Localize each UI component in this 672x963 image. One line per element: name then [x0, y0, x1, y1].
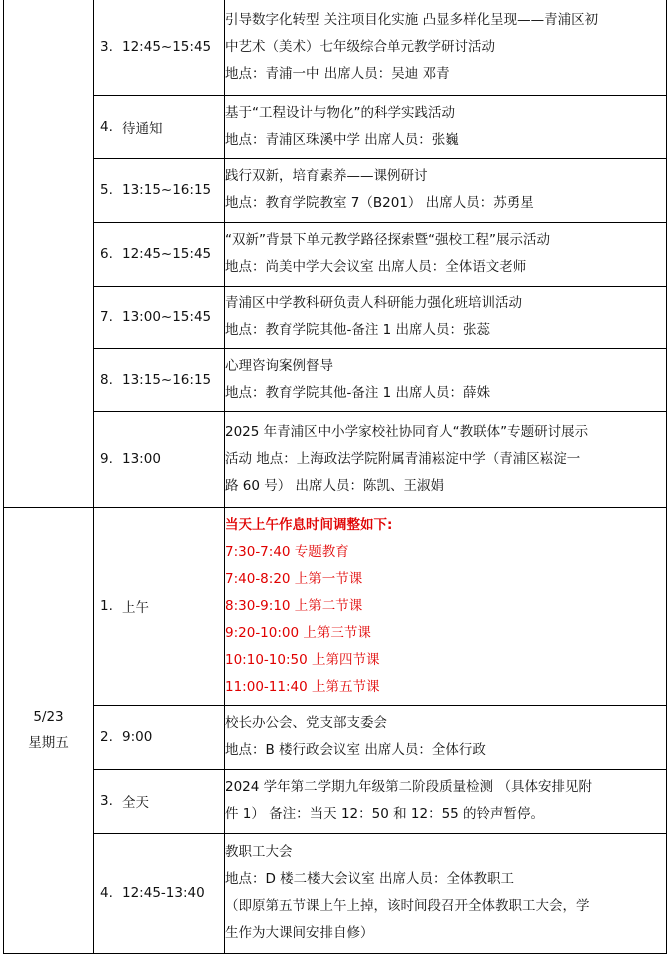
table-row	[4, 95, 667, 158]
description-line: 地点：尚美中学大会议室 出席人员：全体语文老师	[225, 259, 527, 275]
schedule-period: 7:30-7:40 专题教育	[225, 543, 349, 560]
item-time: 13:00	[122, 451, 161, 467]
description-line: 中艺术（美术）七年级综合单元教学研讨活动	[225, 38, 495, 55]
item-number: 1.	[100, 598, 113, 614]
item-time: 13:15~16:15	[122, 182, 212, 198]
description-line: “双新”背景下单元教学路径探索暨“强校工程”展示活动	[225, 232, 550, 248]
schedule-period: 8:30-9:10 上第二节课	[225, 597, 363, 614]
time-wrap	[94, 246, 224, 262]
time-cell	[94, 411, 225, 507]
schedule-period: 10:10-10:50 上第四节课	[225, 651, 380, 668]
date-cell-prev	[4, 0, 94, 507]
description-line: 青浦区中学教科研负责人科研能力强化班培训活动	[225, 295, 522, 311]
time-cell	[94, 158, 225, 222]
description-line: 地点：教育学院其他-备注 1 出席人员：薛姝	[225, 384, 491, 401]
item-description	[225, 0, 667, 95]
time-wrap	[94, 117, 224, 137]
item-time: 13:15~16:15	[122, 371, 212, 388]
time-cell	[94, 507, 225, 705]
time-wrap	[94, 885, 224, 901]
item-description	[225, 286, 667, 348]
item-number: 6.	[100, 246, 113, 262]
item-description	[225, 348, 667, 411]
item-description	[225, 769, 667, 833]
time-cell	[94, 348, 225, 411]
schedule-period: 9:20-10:00 上第三节课	[225, 624, 371, 641]
table-row	[4, 411, 667, 507]
time-cell	[94, 0, 225, 95]
description-line: 基于“工程设计与物化”的科学实践活动	[225, 104, 455, 121]
item-description	[225, 507, 667, 705]
item-description	[225, 222, 667, 286]
description-line: 心理咨询案例督导	[225, 357, 333, 374]
time-cell	[94, 769, 225, 833]
item-description	[225, 95, 667, 158]
time-wrap	[94, 596, 224, 616]
description-line: 地点：青浦一中 出席人员：吴迪 邓青	[225, 65, 450, 82]
description-line: 引导数字化转型 关注项目化实施 凸显多样化呈现——青浦区初	[225, 11, 599, 28]
table-row	[4, 0, 667, 95]
item-time: 待通知	[122, 120, 163, 137]
item-number: 8.	[100, 371, 113, 388]
time-cell	[94, 705, 225, 769]
time-cell	[94, 222, 225, 286]
description-line: 2025 年青浦区中小学家校社协同育人“教联体”专题研讨展示	[225, 423, 589, 440]
item-number: 4.	[100, 118, 113, 135]
table-row	[4, 507, 667, 705]
schedule-period: 7:40-8:20 上第一节课	[225, 570, 363, 587]
description-line: 路 60 号） 出席人员：陈凯、王淑娟	[225, 477, 445, 494]
schedule-body	[4, 0, 667, 953]
table-row	[4, 286, 667, 348]
schedule-heading: 当天上午作息时间调整如下:	[225, 516, 393, 533]
time-wrap	[94, 309, 224, 325]
weekday-text: 星期五	[28, 735, 69, 751]
description-line: 校长办公会、党支部支委会	[225, 715, 387, 731]
item-time: 12:45~15:45	[122, 246, 212, 262]
date-cell	[4, 507, 94, 953]
time-wrap	[94, 451, 224, 467]
item-number: 3.	[100, 793, 113, 809]
time-wrap	[94, 39, 224, 55]
description-line: 地点：教育学院其他-备注 1 出席人员：张蕊	[225, 322, 491, 338]
description-line: （即原第五节课上午上掉，该时间段召开全体教职工大会，学	[225, 898, 590, 914]
item-description	[225, 833, 667, 953]
description-line: 地点：D 楼二楼大会议室 出席人员：全体教职工	[225, 871, 514, 887]
description-line: 生作为大课间安排自修）	[225, 925, 374, 941]
time-cell	[94, 286, 225, 348]
description-line: 地点：青浦区珠溪中学 出席人员：张巍	[225, 131, 459, 148]
description-line: 活动 地点：上海政法学院附属青浦崧淀中学（青浦区崧淀一	[225, 450, 581, 467]
table-row	[4, 769, 667, 833]
item-description	[225, 158, 667, 222]
item-number: 5.	[100, 182, 113, 198]
date-text: 5/23	[33, 709, 64, 725]
table-row	[4, 222, 667, 286]
item-time: 全天	[122, 795, 149, 811]
description-line: 件 1） 备注：当天 12：50 和 12：55 的铃声暂停。	[225, 806, 545, 822]
time-wrap	[94, 791, 224, 811]
item-number: 2.	[100, 729, 113, 745]
description-line: 2024 学年第二学期九年级第二阶段质量检测 （具体安排见附	[225, 779, 592, 795]
time-wrap	[94, 729, 224, 745]
table-row	[4, 833, 667, 953]
item-number: 7.	[100, 309, 113, 325]
schedule-period: 11:00-11:40 上第五节课	[225, 678, 380, 695]
item-time: 12:45-13:40	[122, 885, 205, 901]
item-number: 9.	[100, 451, 113, 467]
item-time: 12:45~15:45	[122, 39, 212, 56]
item-description	[225, 705, 667, 769]
description-line: 地点：B 楼行政会议室 出席人员：全体行政	[225, 742, 486, 758]
table-row	[4, 705, 667, 769]
time-cell	[94, 833, 225, 953]
item-time: 上午	[122, 600, 149, 616]
time-cell	[94, 95, 225, 158]
table-row	[4, 348, 667, 411]
description-line: 教职工大会	[225, 844, 293, 860]
schedule-table	[3, 0, 667, 954]
time-wrap	[94, 182, 224, 198]
item-number: 3.	[100, 39, 113, 56]
item-number: 4.	[100, 885, 113, 901]
item-time: 9:00	[122, 729, 153, 745]
table-row	[4, 158, 667, 222]
time-wrap	[94, 372, 224, 388]
item-time: 13:00~15:45	[122, 309, 212, 325]
description-line: 践行双新，培育素养——课例研讨	[225, 168, 428, 184]
item-description	[225, 411, 667, 507]
description-line: 地点：教育学院教室 7（B201） 出席人员：苏勇星	[225, 195, 534, 211]
